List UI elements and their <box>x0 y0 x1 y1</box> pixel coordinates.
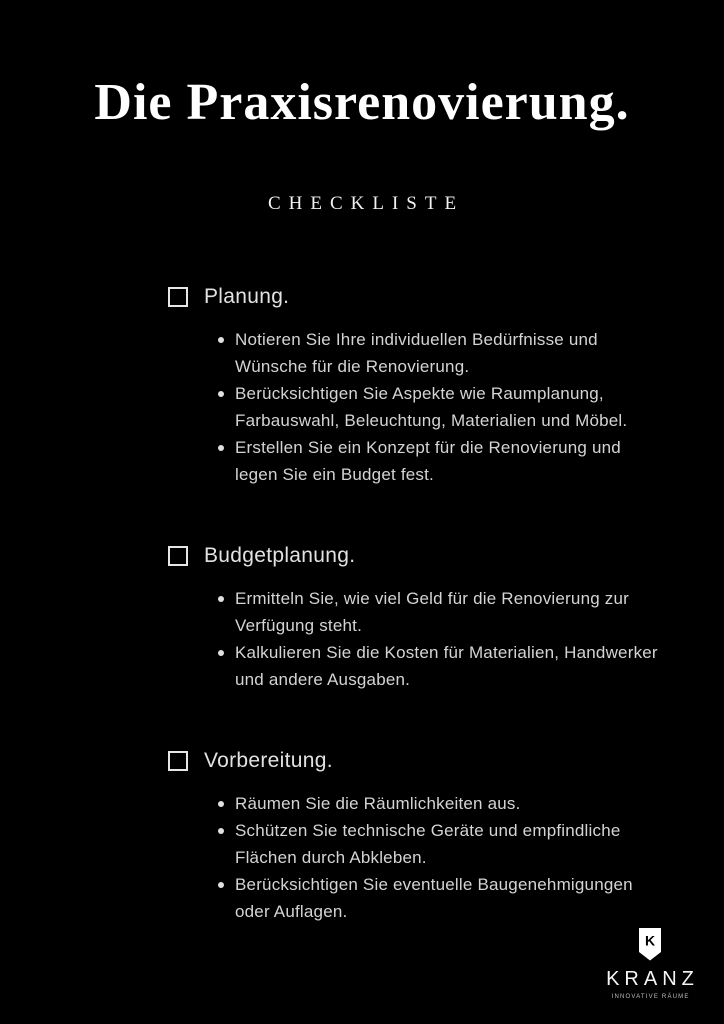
list-item-text: Ermitteln Sie, wie viel Geld für die Renovierung zur Verfügung steht. <box>235 588 630 635</box>
brand-logo <box>600 928 700 1000</box>
logo-name: KRANZ <box>606 968 699 990</box>
section-header <box>168 285 664 309</box>
logo-shield-icon <box>638 928 662 961</box>
page-subtitle: CHECKLISTE <box>267 192 465 214</box>
bullet-icon <box>218 801 224 807</box>
checklist-section <box>168 285 664 488</box>
list-item <box>218 434 658 488</box>
list-item <box>218 817 658 871</box>
checklist <box>0 285 724 925</box>
list-item <box>218 871 658 925</box>
list-item-text: Kalkulieren Sie die Kosten für Materialien, Handwerker und andere Ausgaben. <box>235 642 658 689</box>
list-item-text: Berücksichtigen Sie eventuelle Baugenehmigungen oder Auflagen. <box>235 874 633 921</box>
list-item <box>218 790 658 817</box>
list-item-text: Schützen Sie technische Geräte und empfindliche Flächen durch Abkleben. <box>235 820 621 867</box>
list-item <box>218 380 658 434</box>
section-checkbox[interactable] <box>168 546 188 566</box>
section-header <box>168 749 664 773</box>
section-checkbox[interactable] <box>168 287 188 307</box>
section-item-list <box>218 790 658 925</box>
bullet-icon <box>218 445 224 451</box>
section-label: Budgetplanung. <box>204 543 356 567</box>
section-header <box>168 544 664 568</box>
list-item-text: Erstellen Sie ein Konzept für die Renovierung und legen Sie ein Budget fest. <box>235 437 621 484</box>
bullet-icon <box>218 596 224 602</box>
checklist-section <box>168 544 664 693</box>
list-item <box>218 326 658 380</box>
bullet-icon <box>218 391 224 397</box>
bullet-icon <box>218 337 224 343</box>
list-item-text: Berücksichtigen Sie Aspekte wie Raumplanung, Farbauswahl, Beleuchtung, Materialien und Möbel. <box>235 383 628 430</box>
list-item <box>218 639 658 693</box>
bullet-icon <box>218 828 224 834</box>
list-item-text: Räumen Sie die Räumlichkeiten aus. <box>235 793 521 813</box>
checklist-section <box>168 749 664 925</box>
section-item-list <box>218 326 658 488</box>
bullet-icon <box>218 650 224 656</box>
logo-monogram: K <box>644 932 656 949</box>
list-item-text: Notieren Sie Ihre individuellen Bedürfnisse und Wünsche für die Renovierung. <box>235 329 598 376</box>
section-label: Planung. <box>204 284 290 308</box>
bullet-icon <box>218 882 224 888</box>
section-item-list <box>218 585 658 693</box>
page-title: Die Praxisrenovierung. <box>94 74 630 131</box>
logo-tagline: INNOVATIVE RÄUME <box>611 994 690 1000</box>
section-label: Vorbereitung. <box>204 748 333 772</box>
list-item <box>218 585 658 639</box>
section-checkbox[interactable] <box>168 751 188 771</box>
